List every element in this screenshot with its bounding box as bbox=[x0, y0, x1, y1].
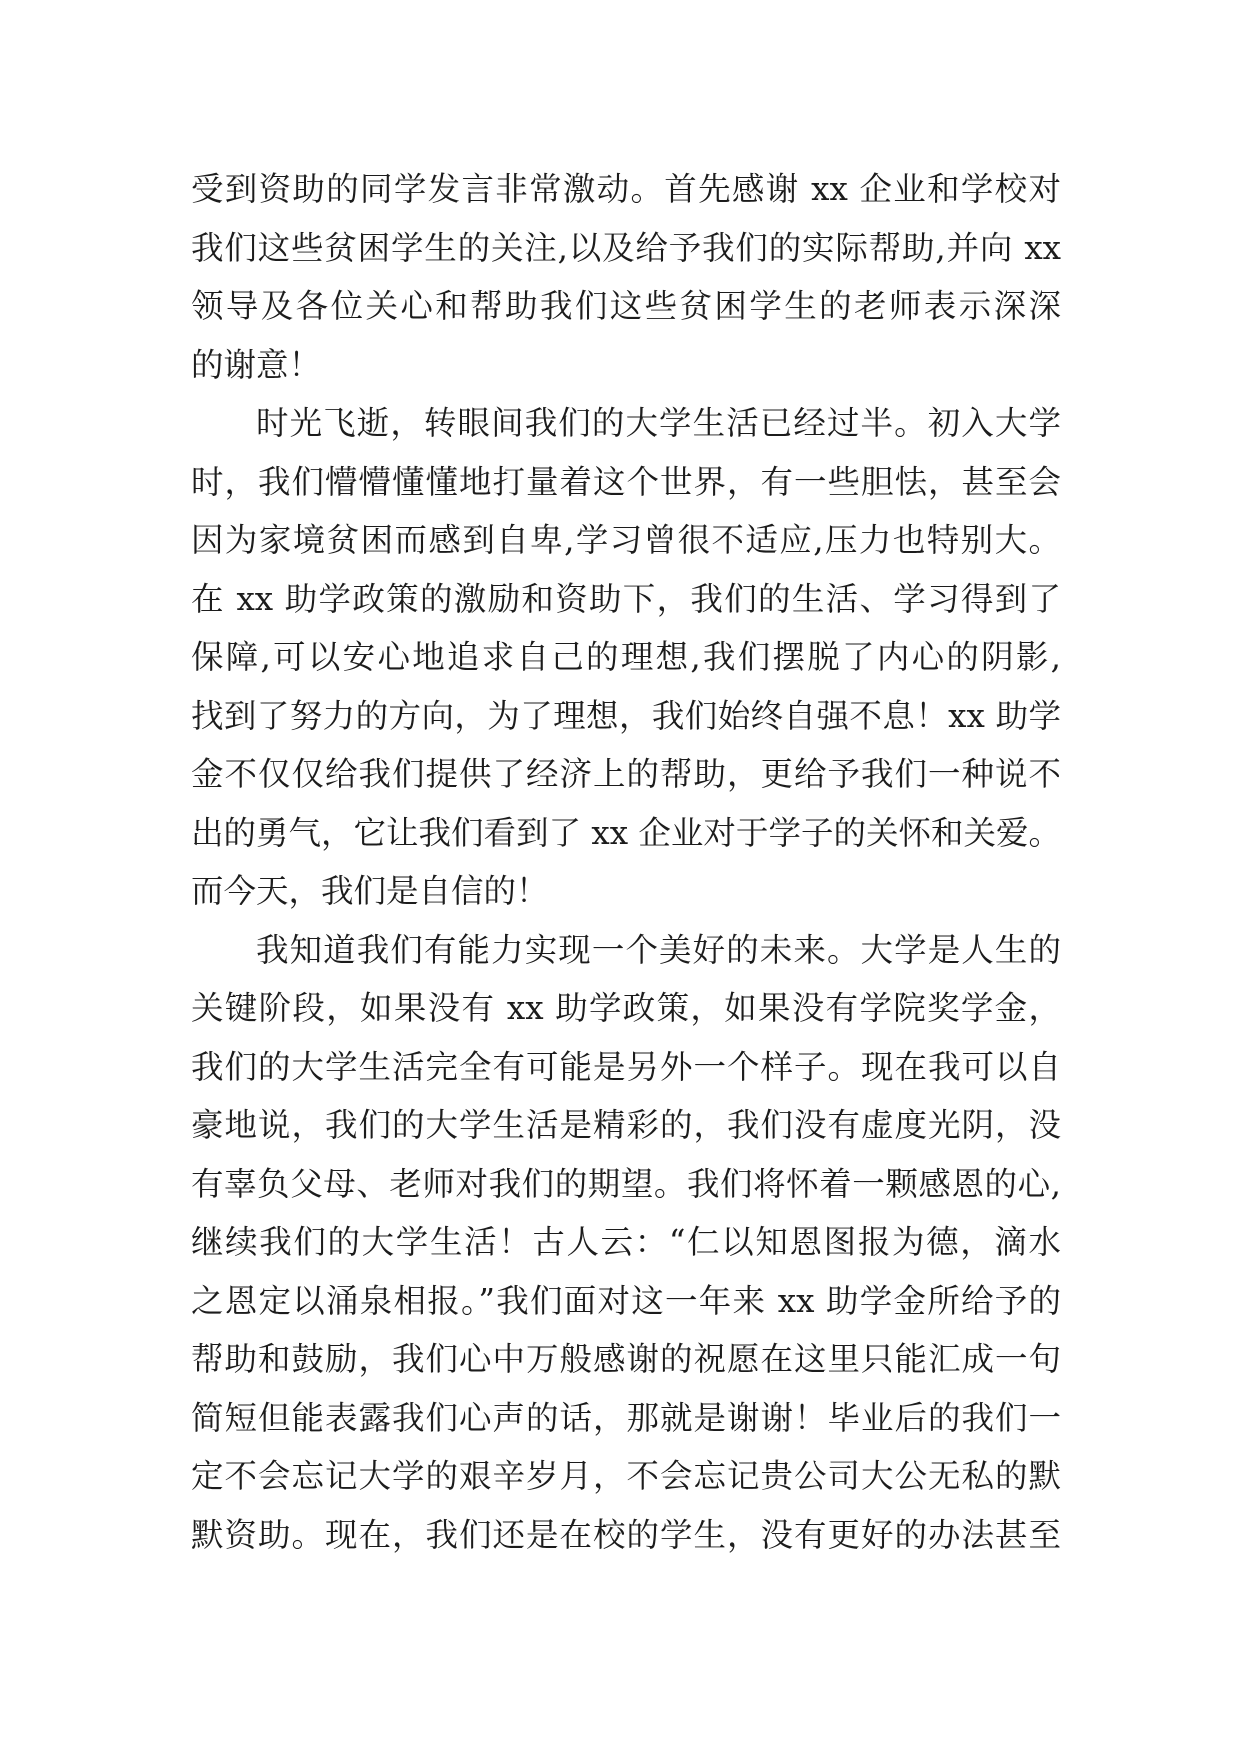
text-line: 简短但能表露我们心声的话，那就是谢谢！毕业后的我们一 bbox=[191, 1398, 1061, 1437]
text-line: 金不仅仅给我们提供了经济上的帮助，更给予我们一种说不 bbox=[191, 755, 1061, 793]
text-line: 找到了努力的方向，为了理想，我们始终自强不息！xx 助学 bbox=[191, 696, 1061, 735]
paragraph-first-line: 我知道我们有能力实现一个美好的未来。大学是人生的 bbox=[256, 930, 1061, 969]
text-line: 受到资助的同学发言非常激动。首先感谢 xx 企业和学校对 bbox=[191, 170, 1061, 208]
text-line: 领导及各位关心和帮助我们这些贫困学生的老师表示深深 bbox=[191, 287, 1061, 325]
text-line: 我们这些贫困学生的关注,以及给予我们的实际帮助,并向 xx bbox=[191, 228, 1061, 267]
text-line: 因为家境贫困而感到自卑,学习曾很不适应,压力也特别大。 bbox=[191, 521, 1061, 559]
text-line: 而今天，我们是自信的！ bbox=[191, 872, 549, 910]
text-line: 默资助。现在，我们还是在校的学生，没有更好的办法甚至 bbox=[191, 1515, 1061, 1554]
text-line: 时，我们懵懵懂懂地打量着这个世界，有一些胆怯，甚至会 bbox=[191, 462, 1061, 501]
text-line: 继续我们的大学生活！古人云：“仁以知恩图报为德，滴水 bbox=[191, 1223, 1061, 1261]
paragraph-first-line: 时光飞逝，转眼间我们的大学生活已经过半。初入大学 bbox=[256, 404, 1061, 442]
text-line: 有辜负父母、老师对我们的期望。我们将怀着一颗感恩的心, bbox=[191, 1164, 1061, 1203]
text-line: 的谢意！ bbox=[191, 345, 322, 384]
text-line: 关键阶段，如果没有 xx 助学政策，如果没有学院奖学金， bbox=[191, 989, 1061, 1027]
text-line: 我们的大学生活完全有可能是另外一个样子。现在我可以自 bbox=[191, 1047, 1061, 1086]
text-line: 豪地说，我们的大学生活是精彩的，我们没有虚度光阴，没 bbox=[191, 1106, 1061, 1144]
text-line: 定不会忘记大学的艰辛岁月，不会忘记贵公司大公无私的默 bbox=[191, 1457, 1061, 1495]
text-line: 在 xx 助学政策的激励和资助下，我们的生活、学习得到了 bbox=[191, 579, 1061, 618]
text-line: 帮助和鼓励，我们心中万般感谢的祝愿在这里只能汇成一句 bbox=[191, 1340, 1061, 1378]
body-text bbox=[191, 160, 1061, 1564]
text-line: 保障,可以安心地追求自己的理想,我们摆脱了内心的阴影, bbox=[191, 638, 1061, 676]
text-line: 出的勇气，它让我们看到了 xx 企业对于学子的关怀和关爱。 bbox=[191, 813, 1061, 852]
text-line: 之恩定以涌泉相报。”我们面对这一年来 xx 助学金所给予的 bbox=[191, 1281, 1061, 1320]
